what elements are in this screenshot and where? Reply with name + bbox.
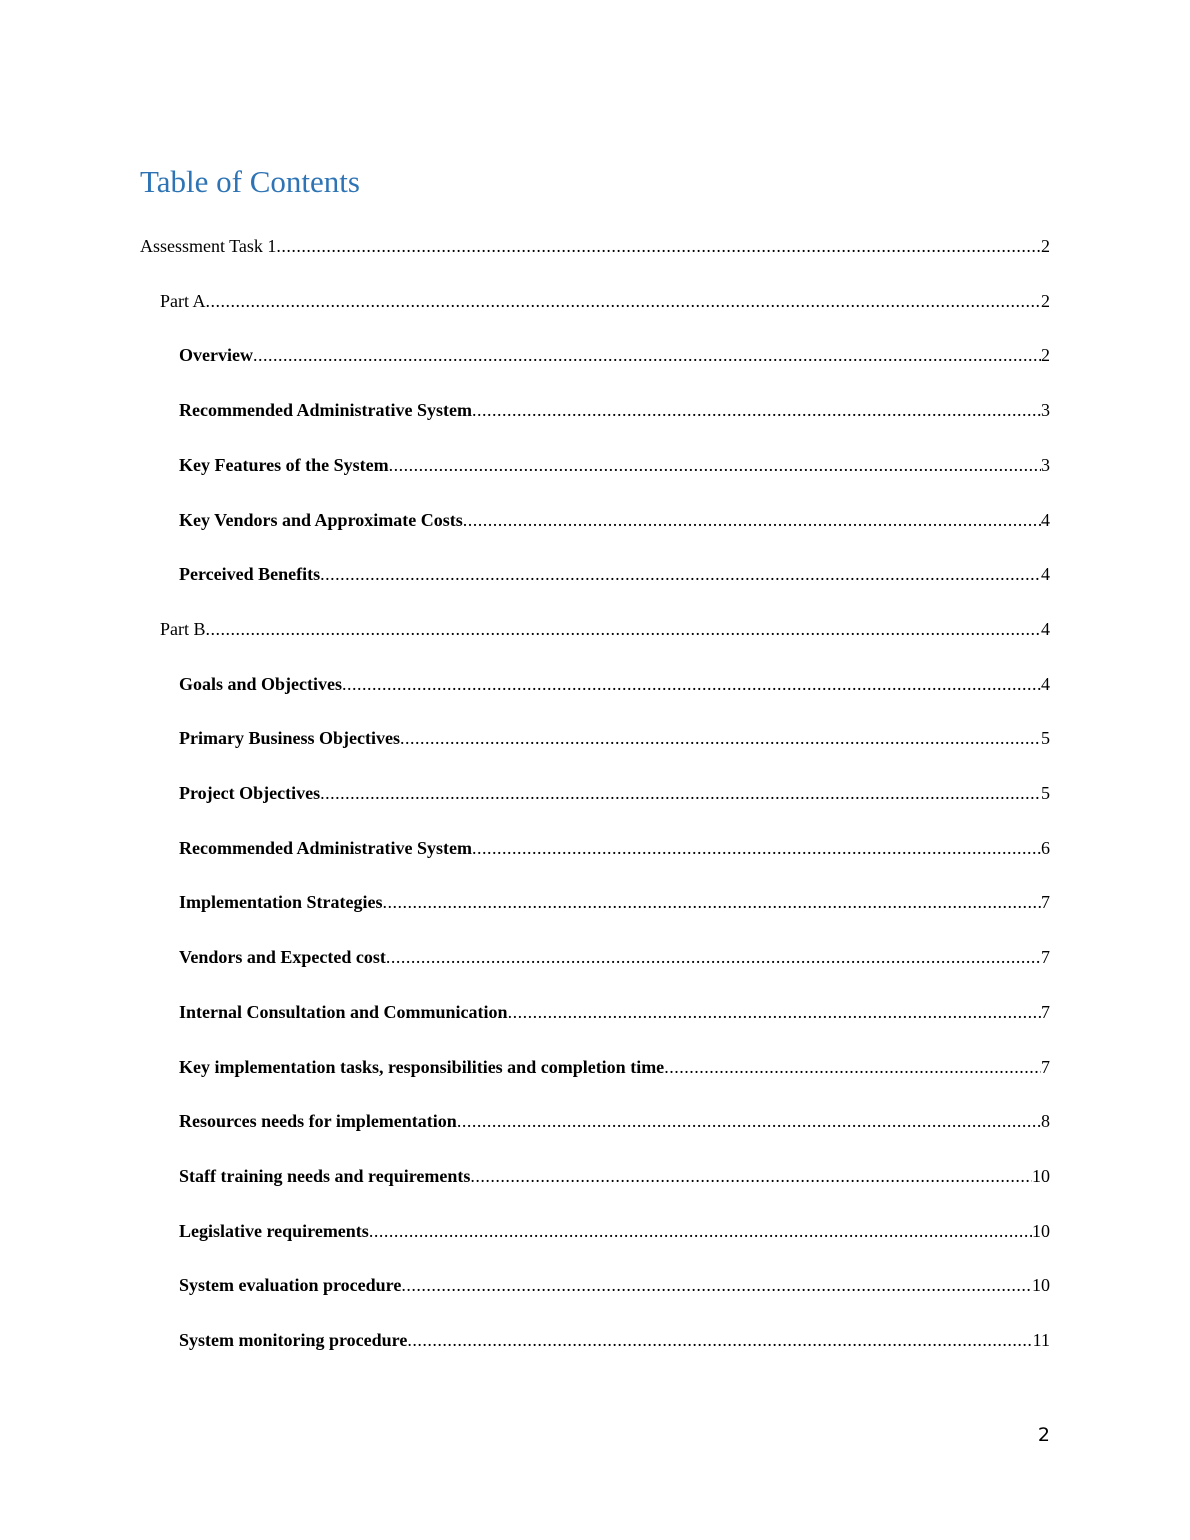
toc-dot-leader <box>342 670 1041 698</box>
toc-entry-label: Part B <box>160 618 206 639</box>
toc-dot-leader <box>407 1326 1032 1354</box>
toc-dot-leader <box>320 779 1041 807</box>
toc-dot-leader <box>206 615 1041 643</box>
toc-entry-page: 5 <box>1041 783 1050 803</box>
toc-dot-leader <box>369 1217 1032 1245</box>
toc-entry-page: 3 <box>1041 454 1050 475</box>
toc-entry[interactable] <box>179 560 1050 588</box>
toc-dot-leader <box>276 232 1041 260</box>
toc-entry-page: 2 <box>1041 236 1050 256</box>
toc-dot-leader <box>472 396 1041 424</box>
toc-entry-label: Part A <box>160 290 206 311</box>
toc-dot-leader <box>472 834 1041 862</box>
toc-entry[interactable] <box>179 506 1050 534</box>
toc-entry[interactable] <box>179 888 1050 916</box>
toc-entry-page: 5 <box>1041 728 1050 749</box>
toc-entry-label: Recommended Administrative System <box>179 837 472 858</box>
toc-entry-page: 4 <box>1041 618 1050 639</box>
toc-entry-page: 2 <box>1041 345 1050 366</box>
toc-entry-label: Vendors and Expected cost <box>179 947 386 968</box>
toc-entry-label: Key implementation tasks, responsibilities and completion time <box>179 1056 665 1077</box>
toc-dot-leader <box>401 1271 1032 1299</box>
toc-entry[interactable] <box>179 943 1050 971</box>
toc-dot-leader <box>664 1053 1041 1081</box>
toc-dot-leader <box>457 1107 1041 1135</box>
toc-entry[interactable] <box>160 615 1050 643</box>
toc-entry[interactable] <box>179 1217 1050 1245</box>
toc-entry-page: 11 <box>1032 1330 1050 1350</box>
toc-entry-label: System evaluation procedure <box>179 1275 402 1296</box>
toc-entry[interactable] <box>179 396 1050 424</box>
toc-dot-leader <box>463 506 1041 534</box>
toc-entry-label: Internal Consultation and Communication <box>179 1001 508 1022</box>
toc-entry-label: Legislative requirements <box>179 1220 369 1241</box>
toc-entry-page: 4 <box>1041 509 1050 530</box>
toc-entry-label: Overview <box>179 345 253 366</box>
toc-entry-page: 7 <box>1041 1001 1050 1022</box>
toc-entry-page: 6 <box>1041 837 1050 858</box>
page-number: 2 <box>1037 1424 1050 1446</box>
toc-entry-label: Assessment Task 1 <box>140 236 277 256</box>
toc-entry-label: Goals and Objectives <box>179 673 343 694</box>
toc-entry[interactable] <box>179 998 1050 1026</box>
toc-entry-page: 2 <box>1041 290 1050 311</box>
page-title: Table of Contents <box>140 164 360 199</box>
toc-entry[interactable] <box>179 1053 1050 1081</box>
toc-entry[interactable] <box>179 1271 1050 1299</box>
toc-dot-leader <box>508 998 1041 1026</box>
toc-entry-page: 7 <box>1041 947 1050 968</box>
toc-entry-page: 7 <box>1041 892 1050 913</box>
toc-entry[interactable] <box>179 834 1050 862</box>
toc-entry-label: Primary Business Objectives <box>179 728 400 749</box>
toc-entry-label: Key Vendors and Approximate Costs <box>179 509 463 530</box>
toc-entry[interactable] <box>160 287 1050 315</box>
toc-entry-page: 4 <box>1041 673 1050 694</box>
toc-entry-page: 10 <box>1032 1165 1050 1186</box>
toc-entry-label: Key Features of the System <box>179 454 389 475</box>
toc-entry[interactable] <box>179 1326 1050 1354</box>
toc-dot-leader <box>400 724 1041 752</box>
toc-dot-leader <box>470 1162 1032 1190</box>
toc-entry[interactable] <box>140 232 1050 260</box>
toc-entry[interactable] <box>179 1162 1050 1190</box>
toc-entry-page: 10 <box>1032 1275 1050 1296</box>
toc-entry-label: Recommended Administrative System <box>179 400 472 421</box>
toc-dot-leader <box>382 888 1041 916</box>
toc-entry[interactable] <box>179 341 1050 369</box>
toc-entry-label: Implementation Strategies <box>179 892 383 913</box>
toc-dot-leader <box>253 341 1041 369</box>
toc-entry-label: Perceived Benefits <box>179 564 321 585</box>
toc-entry-page: 4 <box>1041 564 1050 585</box>
toc-entry[interactable] <box>179 670 1050 698</box>
toc-dot-leader <box>389 451 1041 479</box>
toc-entry[interactable] <box>179 779 1050 807</box>
toc-entry-page: 8 <box>1041 1111 1050 1132</box>
toc-entry-label: Project Objectives <box>179 783 321 803</box>
toc-dot-leader <box>386 943 1041 971</box>
toc-entry-label: System monitoring procedure <box>179 1330 408 1350</box>
toc-entry-page: 7 <box>1041 1056 1050 1077</box>
toc-dot-leader <box>320 560 1041 588</box>
toc-entry-page: 3 <box>1041 400 1050 421</box>
toc-entry[interactable] <box>179 1107 1050 1135</box>
toc-entry-label: Resources needs for implementation <box>179 1111 457 1132</box>
toc-entry[interactable] <box>179 451 1050 479</box>
toc-entry-label: Staff training needs and requirements <box>179 1165 471 1186</box>
toc-entry[interactable] <box>179 724 1050 752</box>
toc-entry-page: 10 <box>1032 1220 1050 1241</box>
toc-dot-leader <box>206 287 1041 315</box>
